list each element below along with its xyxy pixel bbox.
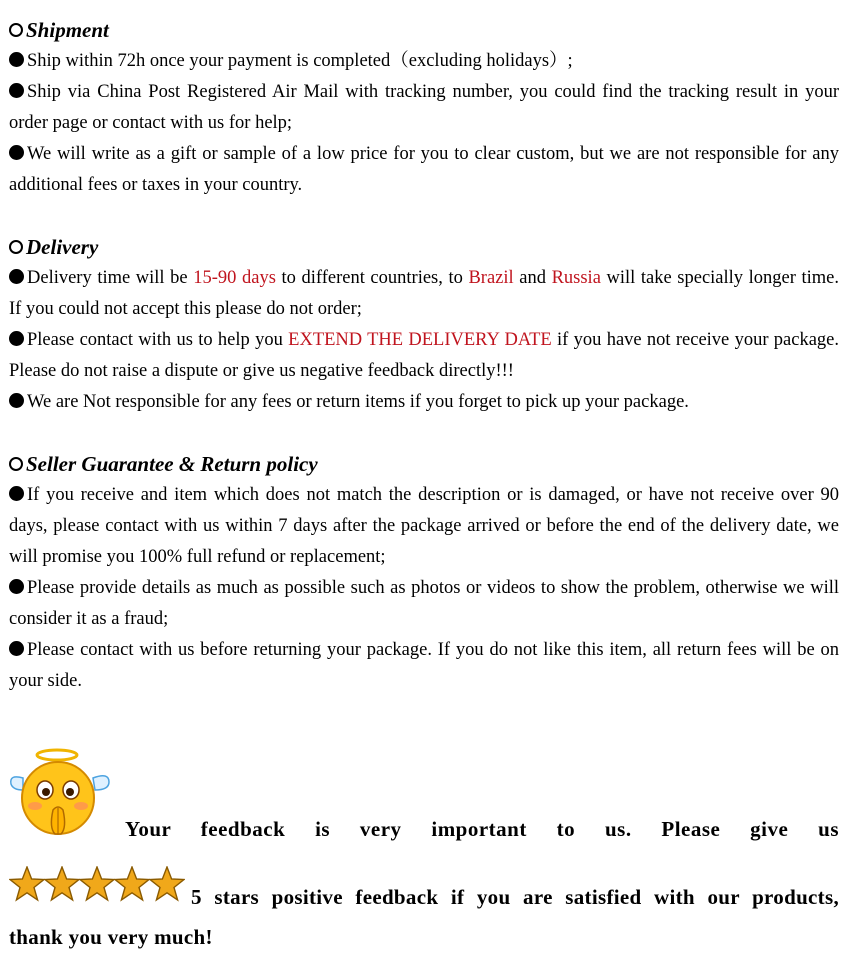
guarantee-item-3 <box>9 635 839 697</box>
delivery-item-1-text-mid: to different countries, to <box>275 268 469 288</box>
bullet-icon <box>9 145 24 160</box>
delivery-item-2-text: Please contact with us to help you <box>27 330 289 350</box>
bullet-icon <box>9 486 24 501</box>
guarantee-heading <box>9 448 839 480</box>
shipment-item-1 <box>9 46 839 77</box>
star-icon <box>44 866 80 902</box>
guarantee-title: Seller Guarantee & Return policy <box>26 452 318 476</box>
delivery-section <box>9 231 839 418</box>
delivery-item-1-text-end: will take specially longer time. If you could not accept this please do not order; <box>9 268 839 319</box>
star-icon <box>114 866 150 902</box>
angel-emoji-icon <box>9 748 113 840</box>
guarantee-item-3-text: Please contact with us before returning your package. If you do not like this item, all return fees will be on your side. <box>9 640 839 691</box>
bullet-icon <box>9 83 24 98</box>
bullet-icon <box>9 393 24 408</box>
circle-outline-icon <box>9 240 23 254</box>
shipment-heading <box>9 14 839 46</box>
bullet-icon <box>9 579 24 594</box>
delivery-item-1-text: Delivery time will be <box>27 268 194 288</box>
shipment-item-1-text: Ship within 72h once your payment is completed（excluding holidays）; <box>27 51 573 71</box>
extend-date-highlight: EXTEND THE DELIVERY DATE <box>288 330 552 350</box>
delivery-item-2 <box>9 325 839 387</box>
circle-outline-icon <box>9 23 23 37</box>
shipment-section <box>9 14 839 201</box>
star-icon <box>149 866 185 902</box>
shipment-title: Shipment <box>26 18 109 42</box>
brazil-highlight: Brazil <box>468 268 514 288</box>
shipment-item-3-text: We will write as a gift or sample of a low price for you to clear custom, but we are not responsible for any additional fees or taxes in your country. <box>9 144 839 195</box>
delivery-item-3-text: We are Not responsible for any fees or return items if you forget to pick up your package. <box>27 392 689 412</box>
shipment-item-3 <box>9 139 839 201</box>
guarantee-item-1-text: If you receive and item which does not match the description or is damaged, or have not receive over 90 days, please contact with us within 7 days after the package arrived or before the end of the delivery date, we will promise you 100% full refund or replacement; <box>9 485 839 567</box>
russia-highlight: Russia <box>551 268 601 288</box>
shipment-item-2-text: Ship via China Post Registered Air Mail with tracking number, you could find the tracking result in your order page or contact with us for help; <box>9 82 839 133</box>
guarantee-item-2-text: Please provide details as much as possible such as photos or videos to show the problem, otherwise we will consider it as a fraud; <box>9 578 839 629</box>
circle-outline-icon <box>9 457 23 471</box>
delivery-heading <box>9 231 839 263</box>
five-stars <box>9 866 184 902</box>
guarantee-section <box>9 448 839 697</box>
guarantee-item-2 <box>9 573 839 635</box>
feedback-line-2: 5 stars positive feedback if you are satisfied with our products, <box>191 885 839 909</box>
star-icon <box>9 866 45 902</box>
bullet-icon <box>9 52 24 67</box>
shipment-item-2 <box>9 77 839 139</box>
policy-document <box>9 14 839 727</box>
delivery-title: Delivery <box>26 235 99 259</box>
bullet-icon <box>9 641 24 656</box>
delivery-item-2-text-end: if you have not receive your package. Please do not raise a dispute or give us negative feedback directly!!! <box>9 330 840 381</box>
bullet-icon <box>9 331 24 346</box>
delivery-item-1 <box>9 263 839 325</box>
bullet-icon <box>9 269 24 284</box>
feedback-line-1: Your feedback is very important to us. Please give us <box>125 817 839 841</box>
delivery-item-3 <box>9 387 839 418</box>
guarantee-item-1 <box>9 480 839 573</box>
delivery-item-1-text-and: and <box>513 268 552 288</box>
feedback-line-3: thank you very much! <box>9 925 213 949</box>
star-icon <box>79 866 115 902</box>
delivery-days-highlight: 15-90 days <box>193 268 276 288</box>
